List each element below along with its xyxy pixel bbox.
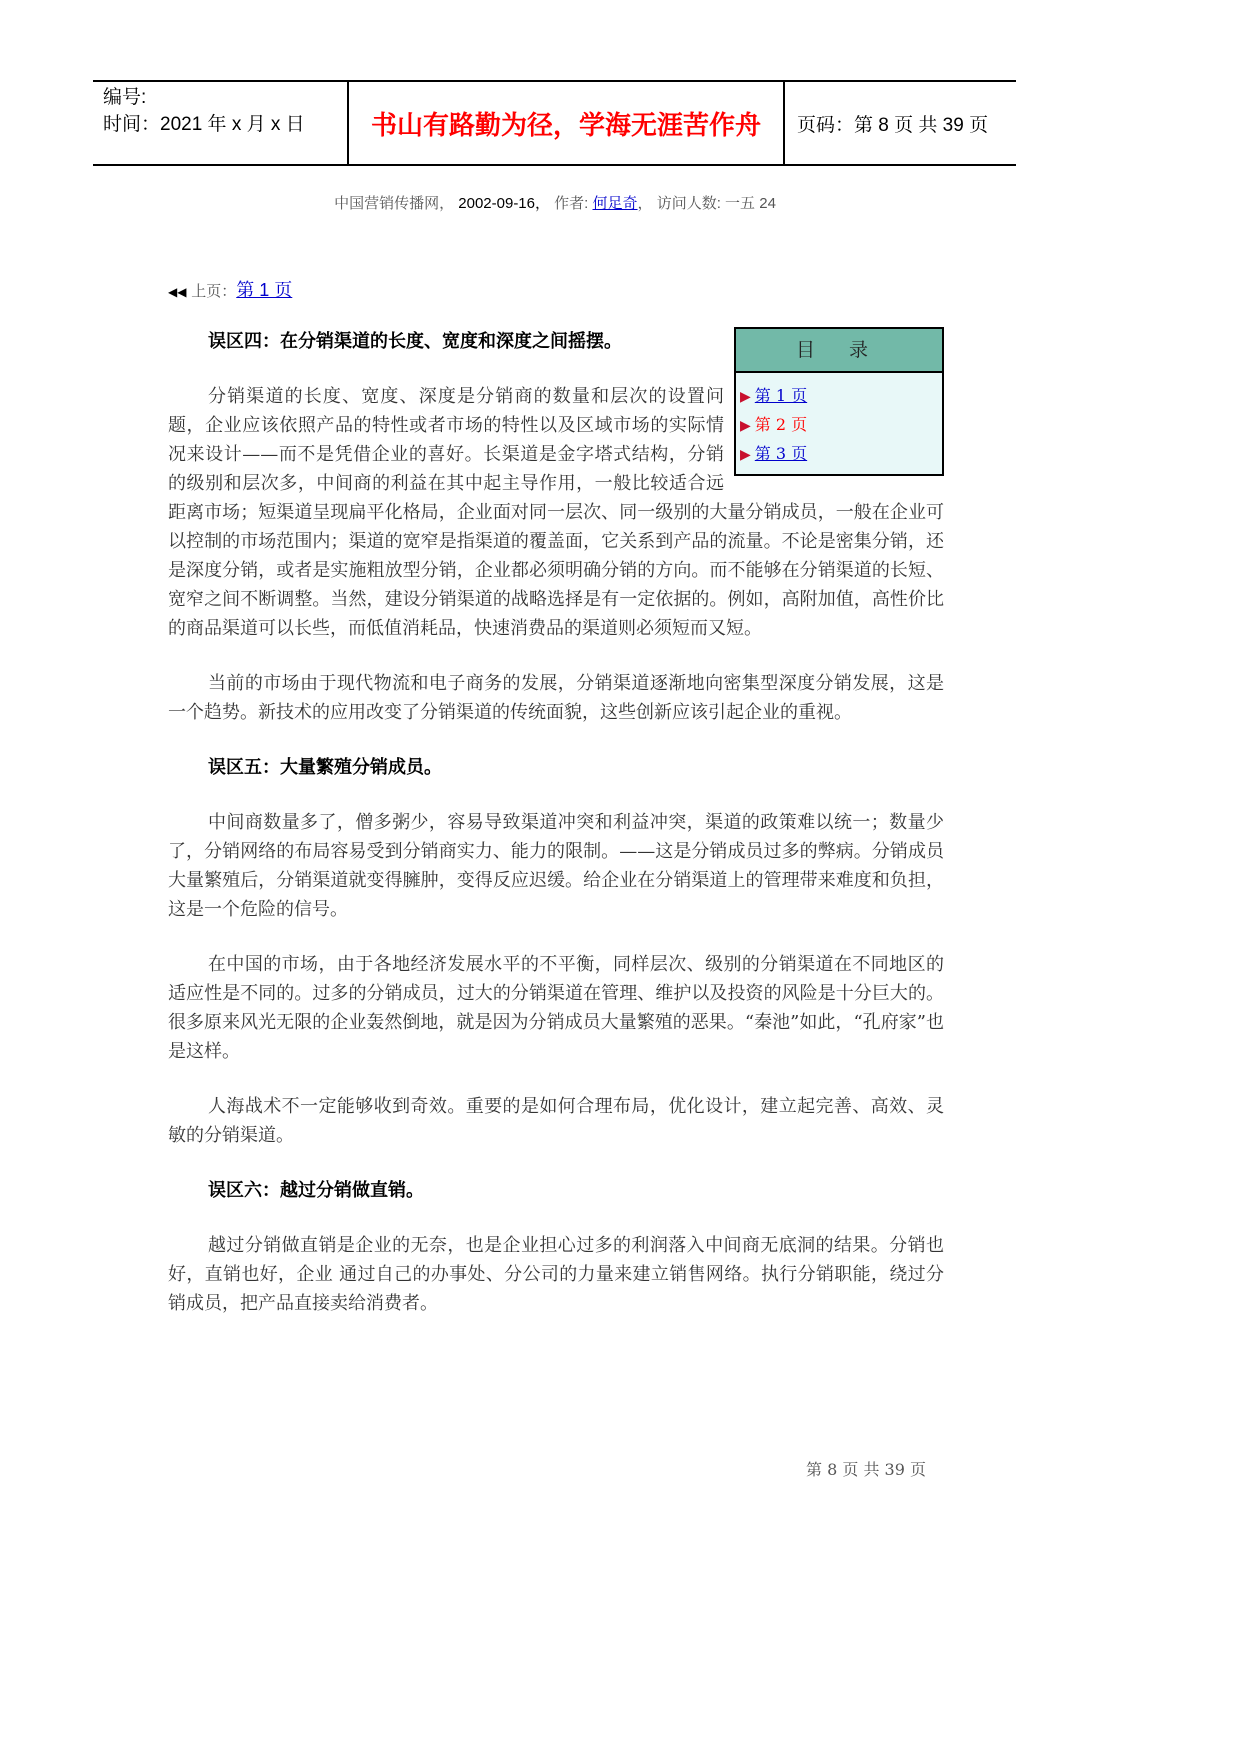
- article-meta: [0, 192, 1110, 213]
- number-label: 编号:: [103, 87, 147, 108]
- arrow-icon: ▶: [740, 447, 751, 463]
- arrow-icon: ▶: [740, 418, 751, 434]
- table-of-contents: [734, 327, 944, 476]
- date: 2002-09-16，: [458, 195, 550, 212]
- prev-page-nav: [168, 276, 292, 302]
- author-link[interactable]: 何足奇: [592, 195, 638, 212]
- header-info: [93, 82, 349, 164]
- header-table: [93, 80, 1016, 166]
- page-footer: 第 8 页 共 39 页: [806, 1460, 926, 1479]
- paragraph: 人海战术不一定能够收到奇效。重要的是如何合理布局，优化设计，建立起完善、高效、灵敏的分销渠道。: [168, 1096, 944, 1146]
- toc-current-2: 第 2 页: [754, 415, 808, 434]
- time-label: 时间：2021 年 x 月 x 日: [103, 114, 305, 135]
- rewind-icon: ◀◀: [168, 285, 187, 299]
- source: 中国营销传播网，: [334, 195, 455, 212]
- prev-page-link[interactable]: 第 1 页: [236, 280, 293, 300]
- heading-misconception-6: 误区六：越过分销做直销。: [208, 1180, 424, 1201]
- arrow-icon: ▶: [740, 389, 751, 405]
- paragraph: 当前的市场由于现代物流和电子商务的发展，分销渠道逐渐地向密集型深度分销发展，这是一个趋势。新技术的应用改变了分销渠道的传统面貌，这些创新应该引起企业的重视。: [168, 673, 944, 723]
- toc-title: 目 录: [736, 329, 942, 373]
- toc-item[interactable]: [740, 381, 938, 410]
- paragraph: 越过分销做直销是企业的无奈，也是企业担心过多的利润落入中间商无底洞的结果。分销也好，直销也好，企业 通过自己的办事处、分公司的力量来建立销售网络。执行分销职能，绕过分销成员，把产品直接卖给消费者。: [168, 1235, 944, 1314]
- toc-item: [740, 410, 938, 439]
- toc-item[interactable]: [740, 439, 938, 468]
- article-body: [168, 327, 944, 1344]
- prev-label: 上页：: [191, 282, 237, 300]
- motto: 书山有路勤为径，学海无涯苦作舟: [349, 82, 785, 164]
- heading-misconception-5: 误区五：大量繁殖分销成员。: [208, 757, 442, 778]
- heading-misconception-4: 误区四：在分销渠道的长度、宽度和深度之间摇摆。: [208, 331, 622, 352]
- visits: 访问人数: 一五 24: [656, 195, 776, 212]
- paragraph: 在中国的市场，由于各地经济发展水平的不平衡，同样层次、级别的分销渠道在不同地区的适应性是不同的。过多的分销成员，过大的分销渠道在管理、维护以及投资的风险是十分巨大的。很多原来风光无限的企业轰然倒地，就是因为分销成员大量繁殖的恶果。“秦池”如此，“孔府家”也是这样。: [168, 954, 944, 1062]
- author-label: 作者:: [554, 195, 589, 212]
- paragraph: 分销渠道的长度、宽度、深度是分销商的数量和层次的设置问题，企业应该依照产品的特性或者市场的特性以及区域市场的实际情况来设计——而不是凭借企业的喜好。长渠道是金字塔式结构，分销的级别和层次多，中间商的利益在其中起主导作用，一般比较适合远距离市场；短渠道呈现扁平化格局，企业面对同一层次、同一级别的大量分销成员，一般在企业可以控制的市场范围内；渠道的宽窄是指渠道的覆盖面，它关系到产品的流量。不论是密集分销，还是深度分销，或者是实施粗放型分销，企业都必须明确分销的方向。而不能够在分销渠道的长短、宽窄之间不断调整。当然，建设分销渠道的战略选择是有一定依据的。例如，高附加值，高性价比的商品渠道可以长些，而低值消耗品，快速消费品的渠道则必须短而又短。: [168, 386, 944, 639]
- paragraph: 中间商数量多了，僧多粥少，容易导致渠道冲突和利益冲突，渠道的政策难以统一；数量少了，分销网络的布局容易受到分销商实力、能力的限制。——这是分销成员过多的弊病。分销成员大量繁殖后，分销渠道就变得臃肿，变得反应迟缓。给企业在分销渠道上的管理带来难度和负担，这是一个危险的信号。: [168, 812, 944, 920]
- toc-link-3[interactable]: 第 3 页: [754, 444, 808, 463]
- toc-link-1[interactable]: 第 1 页: [754, 386, 808, 405]
- separator: ，: [637, 195, 653, 212]
- page-code: 页码：第 8 页 共 39 页: [797, 114, 989, 136]
